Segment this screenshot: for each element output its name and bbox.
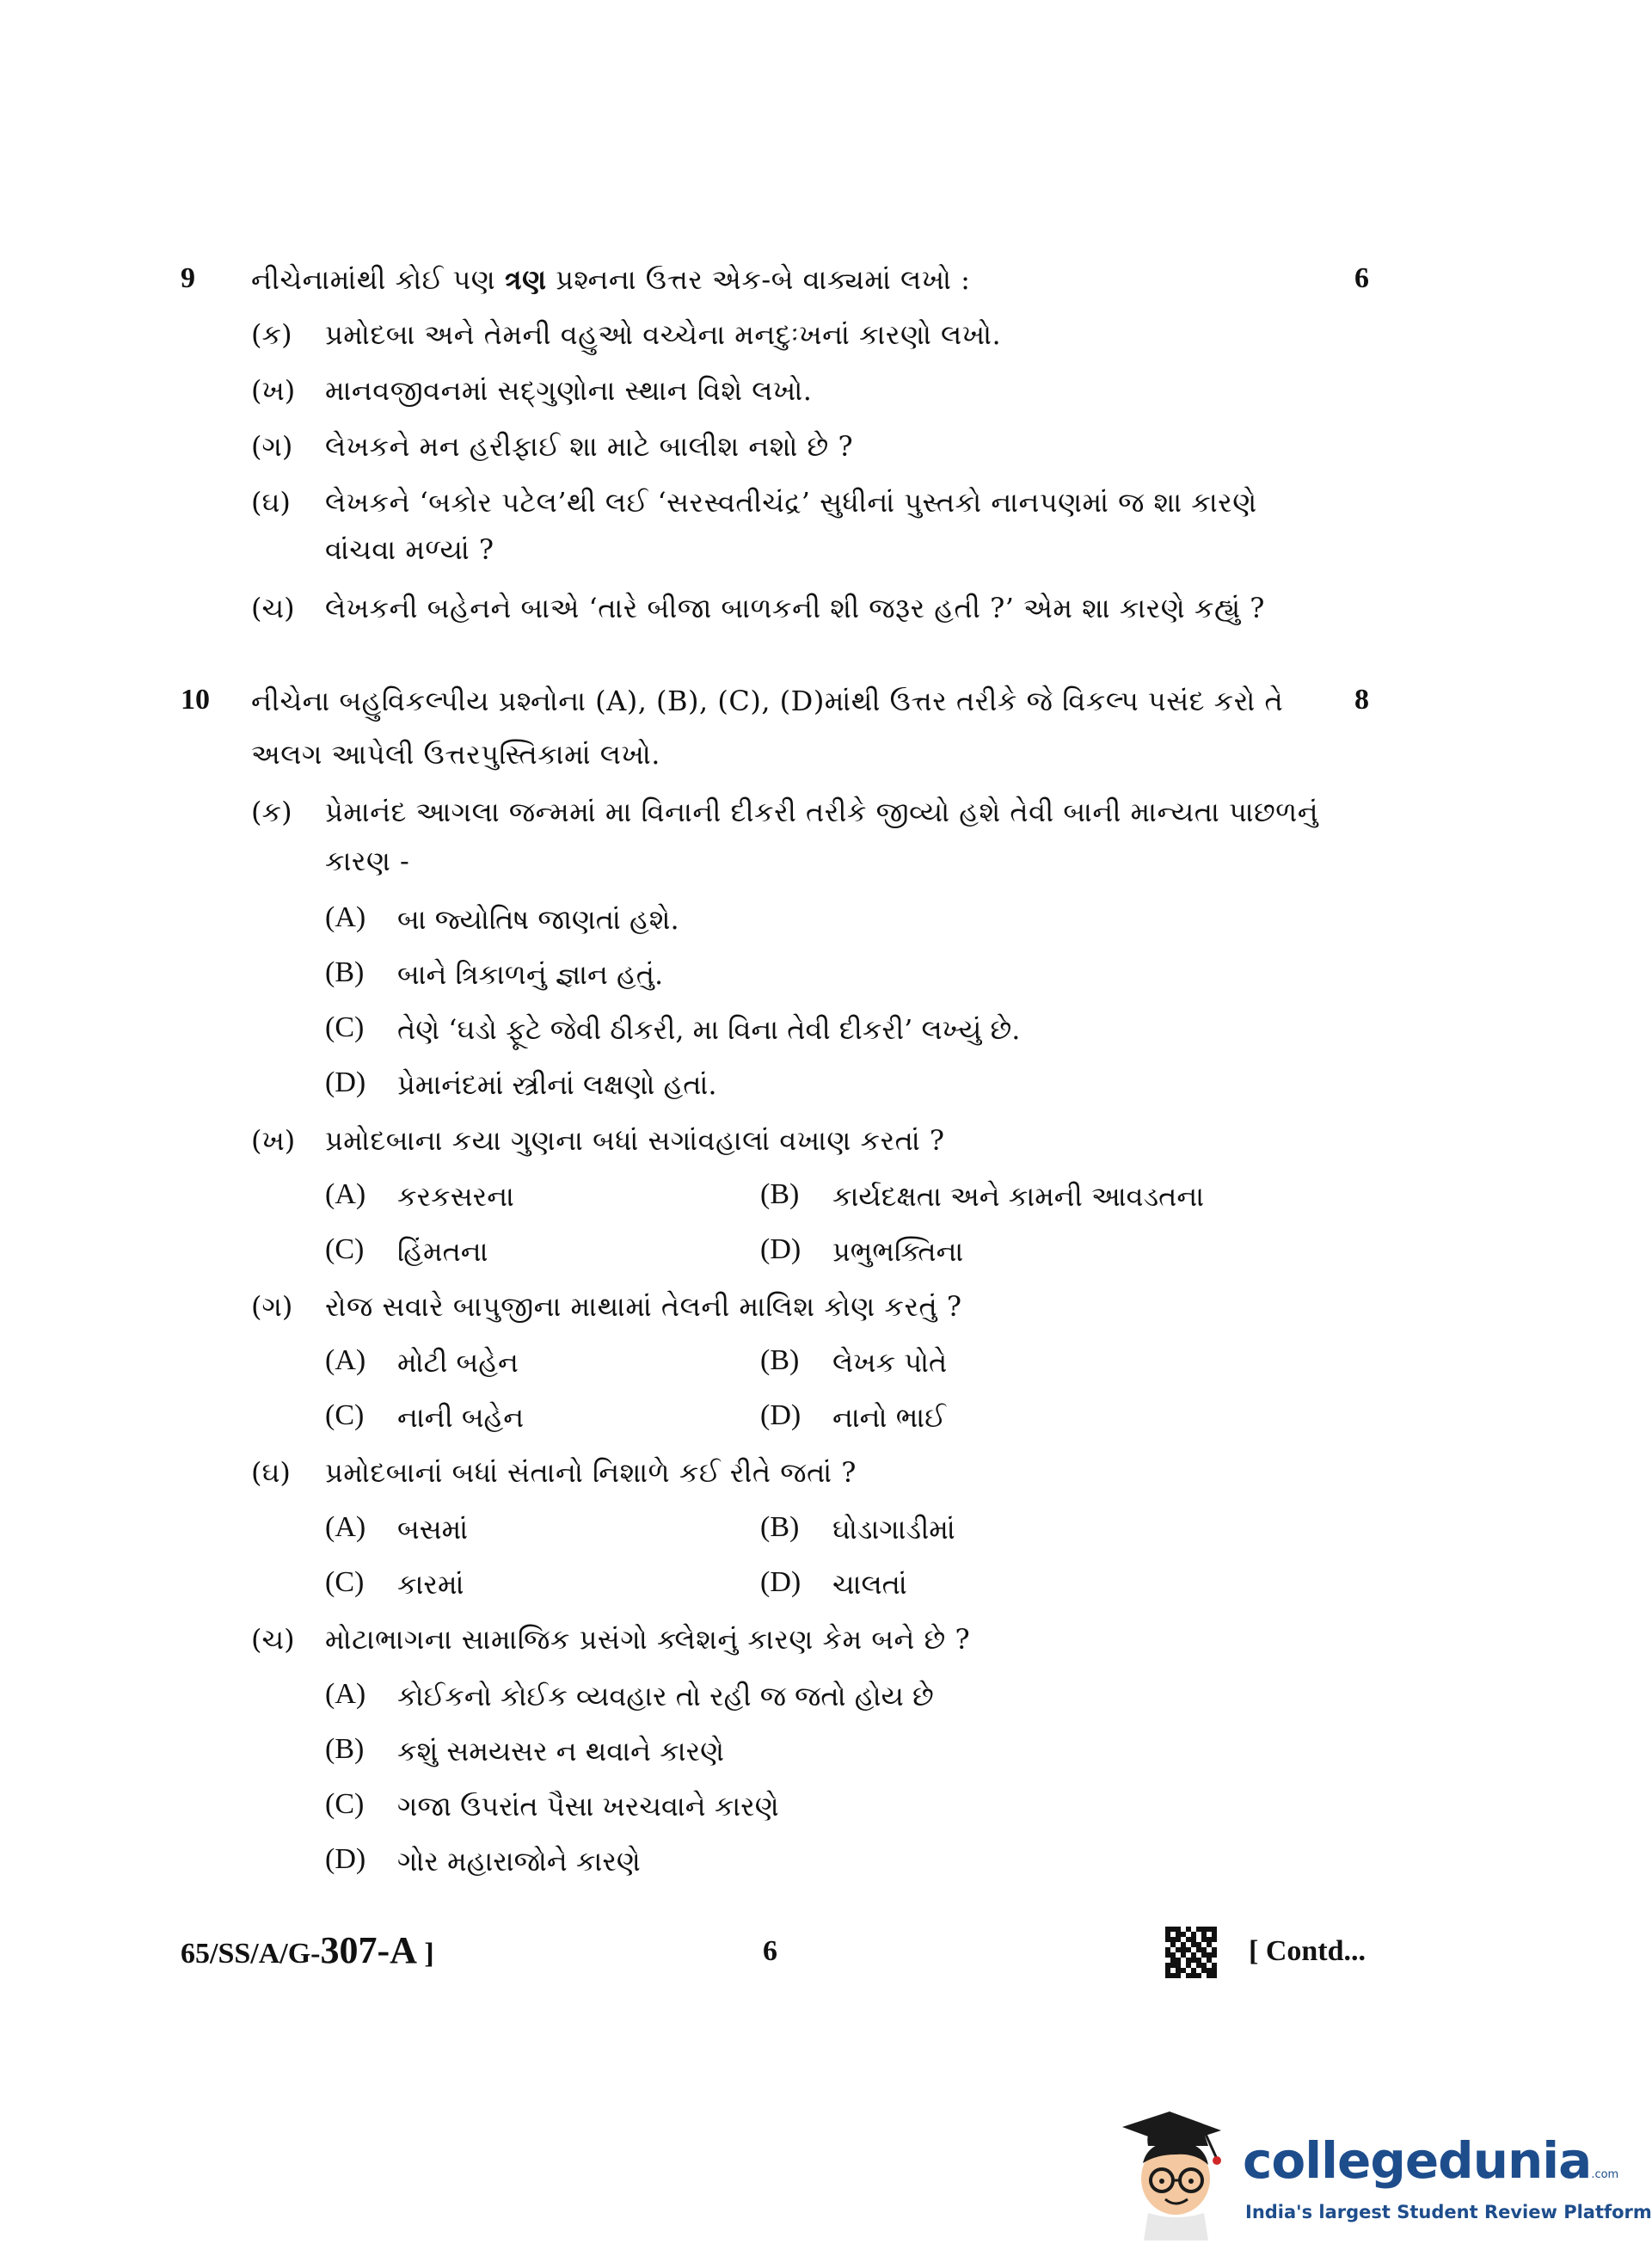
option-text: ચાલતાં: [832, 1568, 907, 1601]
option-label: (C): [325, 1566, 365, 1598]
option-text: ગજા ઉપરાંત પૈસા ખરચવાને કારણે: [397, 1790, 779, 1823]
option-label: (D): [325, 1843, 366, 1875]
option-label: (C): [325, 1233, 365, 1265]
q10-gha-text: પ્રમોદબાનાં બધાં સંતાનો નિશાળે કઈ રીતે જતાં ?: [325, 1456, 857, 1489]
option-text: પ્રેમાનંદમાં સ્ત્રીનાં લક્ષણો હતાં.: [397, 1068, 717, 1101]
option-label: (A): [325, 901, 366, 933]
option-text: કશું સમયસર ન થવાને કારણે: [397, 1735, 725, 1767]
qr-code-icon: [1165, 1927, 1217, 1978]
option-text: નાનો ભાઈ: [832, 1401, 946, 1434]
q9-item-label: (ખ): [251, 374, 296, 407]
option-text: પ્રભુભક્તિના: [832, 1235, 964, 1268]
option-text: બસમાં: [397, 1513, 469, 1546]
q10-ga-text: રોજ સવારે બાપુજીના માથામાં તેલની માલિશ કોણ કરતું ?: [325, 1290, 962, 1323]
option-text: નાની બહેન: [397, 1401, 525, 1434]
watermark-tagline: India's largest Student Review Platform: [1245, 2202, 1652, 2222]
q9-instruction: નીચેનામાંથી કોઈ પણ ત્રણ પ્રશ્નના ઉત્તર એક-બે વાક્યમાં લખો :: [251, 263, 971, 296]
mascot-icon: [1122, 2112, 1234, 2241]
q10-cha-text: મોટાભાગના સામાજિક પ્રસંગો ક્લેશનું કારણ કેમ બને છે ?: [325, 1623, 971, 1656]
option-label: (A): [325, 1678, 366, 1710]
q9-item-label: (ચ): [251, 592, 295, 624]
option-label: (B): [760, 1178, 800, 1210]
q10-gha-label: (ઘ): [251, 1456, 291, 1489]
option-text: બા જ્યોતિષ જાણતાં હશે.: [397, 903, 679, 936]
option-text: હિંમતના: [397, 1235, 488, 1268]
option-label: (D): [760, 1399, 801, 1431]
option-label: (D): [760, 1233, 801, 1265]
q10-kha-text: પ્રમોદબાના કયા ગુણના બધાં સગાંવહાલાં વખાણ કરતાં ?: [325, 1124, 945, 1157]
q10-kha-label: (ખ): [251, 1124, 296, 1157]
q9-item-text: લેખકને મન હરીફાઈ શા માટે બાલીશ નશો છે ?: [325, 430, 854, 463]
continued-marker: [ Contd...: [1249, 1935, 1366, 1967]
option-label: (C): [325, 1399, 365, 1431]
q10-instruction-cont: અલગ આપેલી ઉત્તરપુસ્તિકામાં લખો.: [251, 738, 660, 771]
q10-cha-label: (ચ): [251, 1623, 295, 1656]
paper-code: 65/SS/A/G-307-A ]: [181, 1929, 434, 1971]
watermark-brand: collegedunia.com: [1243, 2131, 1619, 2190]
q9-item-text: લેખકની બહેનને બાએ ‘તારે બીજા બાળકની શી જરૂર હતી ?’ એમ શા કારણે કહ્યું ?: [325, 592, 1265, 624]
option-label: (B): [760, 1344, 800, 1376]
option-label: (C): [325, 1788, 365, 1820]
option-text: મોટી બહેન: [397, 1346, 519, 1379]
option-text: કાર્યદક્ષતા અને કામની આવડતના: [832, 1180, 1205, 1213]
page-number: 6: [763, 1935, 777, 1967]
q9-item-label: (ગ): [251, 430, 293, 463]
q9-item-text: લેખકને ‘બકોર પટેલ’થી લઈ ‘સરસ્વતીચંદ્ર’ સુધીનાં પુસ્તકો નાનપણમાં જ શા કારણે: [325, 486, 1257, 519]
option-text: કરકસરના: [397, 1180, 514, 1213]
option-label: (B): [325, 956, 365, 988]
option-label: (A): [325, 1511, 366, 1543]
q9-number: 9: [181, 262, 195, 294]
q10-ka-text-cont: કારણ -: [325, 845, 410, 877]
option-label: (A): [325, 1178, 366, 1210]
q9-item-label: (ક): [251, 318, 292, 351]
option-label: (B): [325, 1733, 365, 1765]
option-text: તેણે ‘ઘડો ફૂટે જેવી ઠીકરી, મા વિના તેવી દીકરી’ લખ્યું છે.: [397, 1013, 1021, 1046]
q10-ka-text: પ્રેમાનંદ આગલા જન્મમાં મા વિનાની દીકરી તરીકે જીવ્યો હશે તેવી બાની માન્યતા પાછળનું: [325, 796, 1319, 828]
q9-item-text-cont: વાંચવા મળ્યાં ?: [325, 533, 494, 566]
q9-item-text: પ્રમોદબા અને તેમની વહુઓ વચ્ચેના મનદુઃખનાં કારણો લખો.: [325, 318, 1002, 351]
option-text: બાને ત્રિકાળનું જ્ઞાન હતું.: [397, 958, 664, 991]
option-text: લેખક પોતે: [832, 1346, 948, 1379]
q10-ga-label: (ગ): [251, 1290, 293, 1323]
q9-marks: 6: [1354, 262, 1369, 294]
option-text: ગોર મહારાજોને કારણે: [397, 1845, 641, 1878]
option-label: (A): [325, 1344, 366, 1376]
q10-marks: 8: [1354, 684, 1369, 716]
q10-instruction: નીચેના બહુવિકલ્પીય પ્રશ્નોના (A), (B), (C), (D)માંથી ઉત્તર તરીકે જે વિકલ્પ પસંદ કરો તે: [251, 685, 1284, 717]
option-label: (B): [760, 1511, 800, 1543]
option-label: (D): [325, 1067, 366, 1098]
option-text: ઘોડાગાડીમાં: [832, 1513, 955, 1546]
q9-instruction-bold: ત્રણ: [504, 263, 547, 296]
q9-item-text: માનવજીવનમાં સદ્‌ગુણોના સ્થાન વિશે લખો.: [325, 374, 813, 407]
q10-number: 10: [181, 684, 210, 716]
option-label: (C): [325, 1011, 365, 1043]
option-text: કારમાં: [397, 1568, 464, 1601]
q9-item-label: (ઘ): [251, 486, 291, 519]
option-text: કોઈકનો કોઈક વ્યવહાર તો રહી જ જતો હોય છે: [397, 1680, 934, 1712]
q10-ka-label: (ક): [251, 796, 292, 828]
option-label: (D): [760, 1566, 801, 1598]
